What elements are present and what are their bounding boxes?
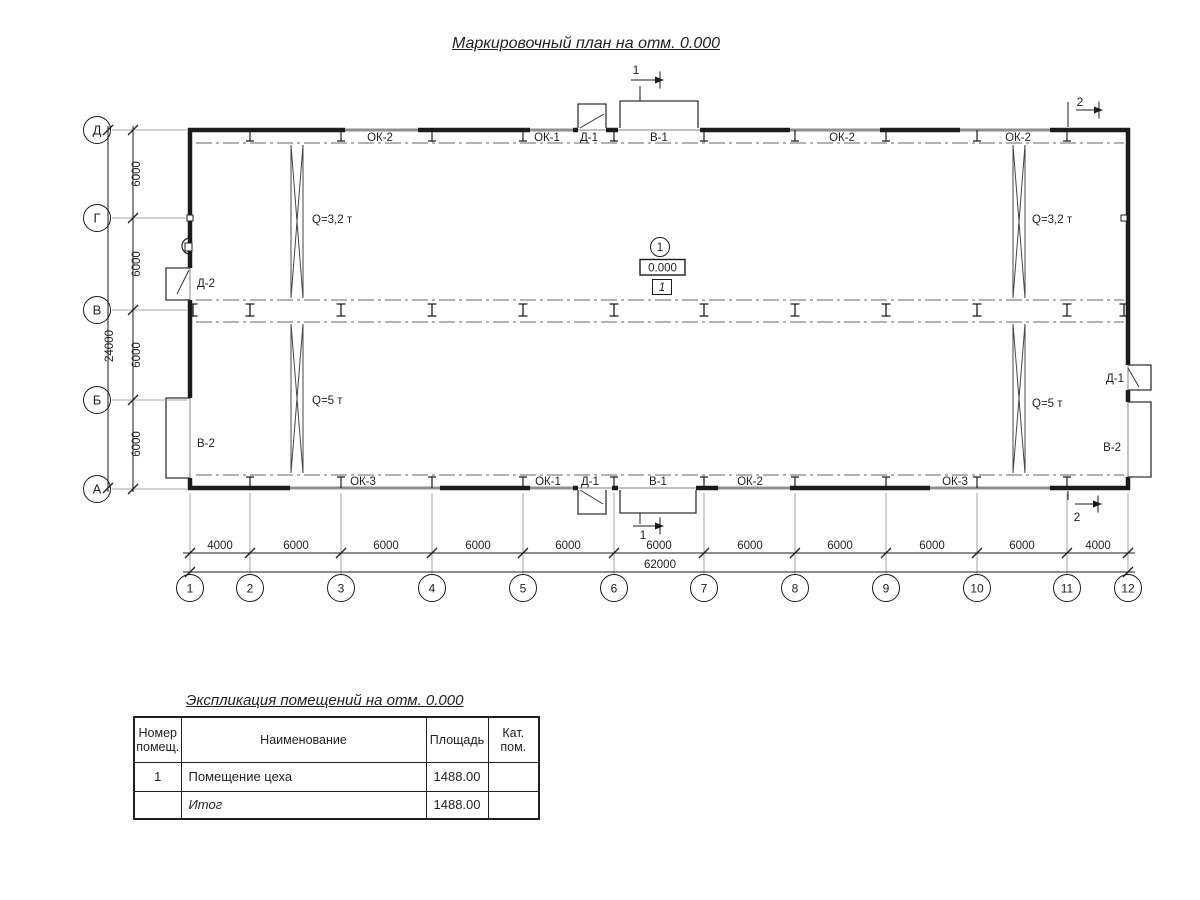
room-number: 1 (656, 242, 664, 254)
right-wall-label: В-2 (1103, 442, 1121, 454)
column-axis-label: 10 (970, 581, 984, 596)
left-wall-label: В-2 (197, 438, 215, 450)
top-wall-label: ОК-1 (534, 132, 560, 144)
dimension-value: 6000 (737, 540, 763, 552)
row-axis-label: Г (93, 210, 101, 226)
dimension-value: 6000 (373, 540, 399, 552)
section-mark-number: 1 (639, 528, 647, 542)
middle-row-columns (189, 304, 1129, 316)
cell-name: Итог (181, 791, 426, 819)
dimension-value: 6000 (465, 540, 491, 552)
drawing-title: Маркировочный план на отм. 0.000 (452, 35, 721, 52)
door-swings (177, 114, 1139, 504)
dimension-value: 6000 (827, 540, 853, 552)
header-category: Кат. пом. (488, 717, 539, 762)
dimension-value: 6000 (131, 342, 143, 368)
building-walls (188, 128, 1130, 490)
bottom-wall-label: ОК-2 (737, 476, 763, 488)
explication-title: Экспликация помещений на отм. 0.000 (186, 692, 464, 709)
dimension-value: 4000 (207, 540, 233, 552)
cell-room-number (134, 791, 181, 819)
table-row (134, 791, 539, 819)
dimension-value: 6000 (131, 431, 143, 457)
top-wall-label: ОК-2 (367, 132, 393, 144)
dimension-value: 6000 (131, 251, 143, 277)
door-gate-openings (190, 130, 1128, 488)
dimension-value: 6000 (1009, 540, 1035, 552)
bottom-wall-label: ОК-3 (942, 476, 968, 488)
cell-area: 1488.00 (426, 762, 488, 791)
crane-capacity-label: Q=5 т (1032, 398, 1063, 410)
dimension-value: 6000 (283, 540, 309, 552)
room-zone: 1 (658, 282, 666, 294)
dimension-value: 4000 (1085, 540, 1111, 552)
crane-braces (291, 145, 1025, 473)
column-axis-label: 12 (1121, 581, 1135, 596)
cell-name: Помещение цеха (181, 762, 426, 791)
dimension-value: 6000 (555, 540, 581, 552)
window-segments (290, 130, 1050, 488)
vestibules (166, 101, 1151, 514)
section-mark-number: 1 (632, 63, 640, 77)
column-axis-label: 2 (246, 581, 254, 596)
dimension-value: 6000 (919, 540, 945, 552)
bottom-wall-label: В-1 (649, 476, 667, 488)
column-axis-label: 5 (519, 581, 527, 596)
top-wall-label: ОК-2 (829, 132, 855, 144)
bottom-wall-label: Д-1 (580, 476, 600, 488)
dimension-lines (103, 125, 1135, 577)
cell-category (488, 791, 539, 819)
cell-room-number: 1 (134, 762, 181, 791)
row-axis-label: Б (92, 392, 102, 408)
dimension-value: 6000 (646, 540, 672, 552)
crane-capacity-label: Q=3,2 т (1032, 214, 1073, 226)
column-axis-label: 11 (1060, 581, 1074, 596)
table-row (134, 762, 539, 791)
cell-area: 1488.00 (426, 791, 488, 819)
header-area: Площадь (426, 717, 488, 762)
axis-grid-lines (196, 143, 1124, 475)
header-name: Наименование (181, 717, 426, 762)
column-axis-label: 9 (882, 581, 890, 596)
room-elevation: 0.000 (648, 262, 677, 275)
left-wall-label: Д-2 (197, 278, 216, 290)
column-axis-circles (177, 575, 1142, 602)
column-axis-label: 7 (700, 581, 708, 596)
bottom-wall-label: ОК-1 (535, 476, 561, 488)
column-axis-label: 1 (186, 581, 194, 596)
table-header-row (134, 717, 539, 762)
cell-category (488, 762, 539, 791)
crane-capacity-label: Q=3,2 т (312, 214, 353, 226)
crane-capacity-label: Q=5 т (312, 395, 343, 407)
top-wall-label: ОК-2 (1005, 132, 1031, 144)
top-wall-label: В-1 (650, 132, 668, 144)
wall-column-ticks (246, 130, 1071, 488)
dimension-total: 24000 (104, 330, 116, 362)
column-axis-label: 8 (791, 581, 799, 596)
header-room-number: Номер помещ. (134, 717, 181, 762)
top-wall-label: Д-1 (579, 132, 599, 144)
row-axis-label: В (92, 302, 102, 318)
right-wall-label: Д-1 (1105, 373, 1124, 385)
row-axis-label: Д (92, 122, 102, 138)
column-axis-label: 4 (428, 581, 436, 596)
column-axis-label: 3 (337, 581, 345, 596)
section-mark-number: 2 (1073, 510, 1081, 524)
section-mark-number: 2 (1076, 95, 1084, 109)
column-axis-label: 6 (610, 581, 618, 596)
dimension-total: 62000 (644, 559, 676, 571)
explication-table (133, 716, 540, 820)
row-axis-label: А (92, 481, 102, 497)
dimension-value: 6000 (131, 161, 143, 187)
bottom-wall-label: ОК-3 (350, 476, 376, 488)
